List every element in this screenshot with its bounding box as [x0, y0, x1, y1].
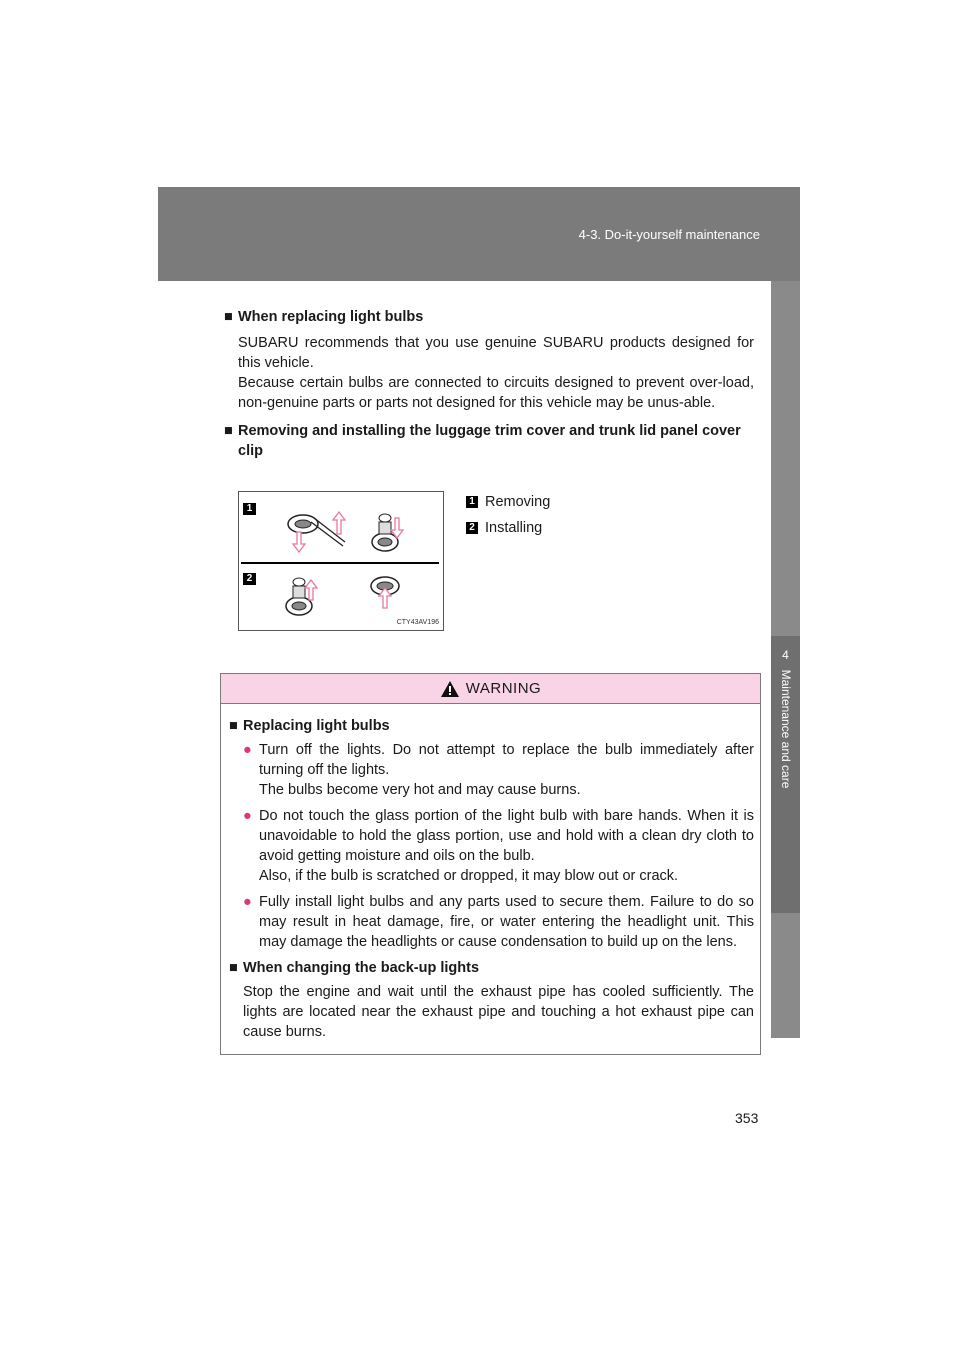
- clip-illustration: [238, 491, 444, 631]
- square-bullet-icon: ■: [224, 423, 233, 439]
- square-bullet-icon: ■: [229, 960, 238, 976]
- header-band: [158, 187, 800, 281]
- legend-badge: 2: [466, 522, 478, 534]
- chapter-tab: [771, 636, 800, 913]
- warning-triangle-icon: [440, 680, 460, 698]
- side-tab-top: [771, 281, 800, 636]
- warning-paragraph: Stop the engine and wait until the exhaust pipe has cooled sufficiently. The lights are located near the exhaust pipe and touching a hot exhaust pipe can cause burns.: [243, 984, 754, 1040]
- warning-heading: [229, 958, 754, 978]
- paragraph: SUBARU recommends that you use genuine SUBARU products designed for this vehicle.: [238, 335, 754, 371]
- page-number: 353: [735, 1110, 759, 1126]
- square-bullet-icon: ■: [224, 309, 233, 325]
- figure-divider: [241, 562, 439, 564]
- heading-text: When replacing light bulbs: [238, 309, 424, 325]
- section-title: 4-3. Do-it-yourself maintenance: [578, 227, 760, 242]
- circle-bullet-icon: ●: [243, 742, 252, 758]
- figure-legend: [466, 489, 550, 541]
- heading-text: Removing and installing the luggage trim cover and trunk lid panel cover clip: [238, 423, 741, 459]
- legend-item: [466, 515, 550, 541]
- chapter-number: 4: [782, 648, 789, 662]
- figure-badge-2: 2: [243, 573, 256, 585]
- warning-header: [221, 674, 760, 704]
- circle-bullet-icon: ●: [243, 808, 252, 824]
- warning-box: [220, 673, 761, 1055]
- section-heading: [224, 421, 754, 461]
- warning-body: [221, 704, 760, 1042]
- warning-item: [229, 892, 754, 952]
- circle-bullet-icon: ●: [243, 894, 252, 910]
- paragraph: Because certain bulbs are connected to circuits designed to prevent over-load, non-genuine parts or parts not designed for this vehicle may be unus-able.: [238, 375, 754, 411]
- item-text: Fully install light bulbs and any parts used to secure them. Failure to do so may result in heat damage, fire, or water entering the headlight unit. This may damage the headlights or cause condensation to build up on the lens.: [259, 894, 754, 950]
- clip-drawing: [239, 492, 443, 630]
- warning-item: [229, 806, 754, 886]
- heading-text: When changing the back-up lights: [243, 960, 480, 976]
- section-heading: [224, 307, 754, 327]
- square-bullet-icon: ■: [229, 718, 238, 734]
- legend-label: Installing: [485, 520, 543, 536]
- figure-badge-1: 1: [243, 503, 256, 515]
- figure-code: CTY43AV196: [396, 619, 439, 626]
- chapter-label: Maintenance and care: [778, 669, 793, 789]
- item-text: Do not touch the glass portion of the light bulb with bare hands. When it is unavoidable to hold the glass portion, use and hold with a clean dry cloth to avoid getting moisture and oils on the bulb.: [259, 808, 754, 864]
- item-text: The bulbs become very hot and may cause burns.: [259, 782, 581, 798]
- main-content: [224, 307, 754, 467]
- legend-label: Removing: [485, 494, 551, 510]
- warning-title: WARNING: [465, 680, 542, 697]
- side-tab-bottom: [771, 913, 800, 1038]
- item-text: Turn off the lights. Do not attempt to replace the bulb immediately after turning off the lights.: [259, 742, 754, 778]
- legend-badge: 1: [466, 496, 478, 508]
- heading-text: Replacing light bulbs: [243, 718, 390, 734]
- warning-heading: [229, 716, 754, 736]
- warning-item: [229, 740, 754, 800]
- item-text: Also, if the bulb is scratched or dropped, it may blow out or crack.: [259, 868, 679, 884]
- legend-item: [466, 489, 550, 515]
